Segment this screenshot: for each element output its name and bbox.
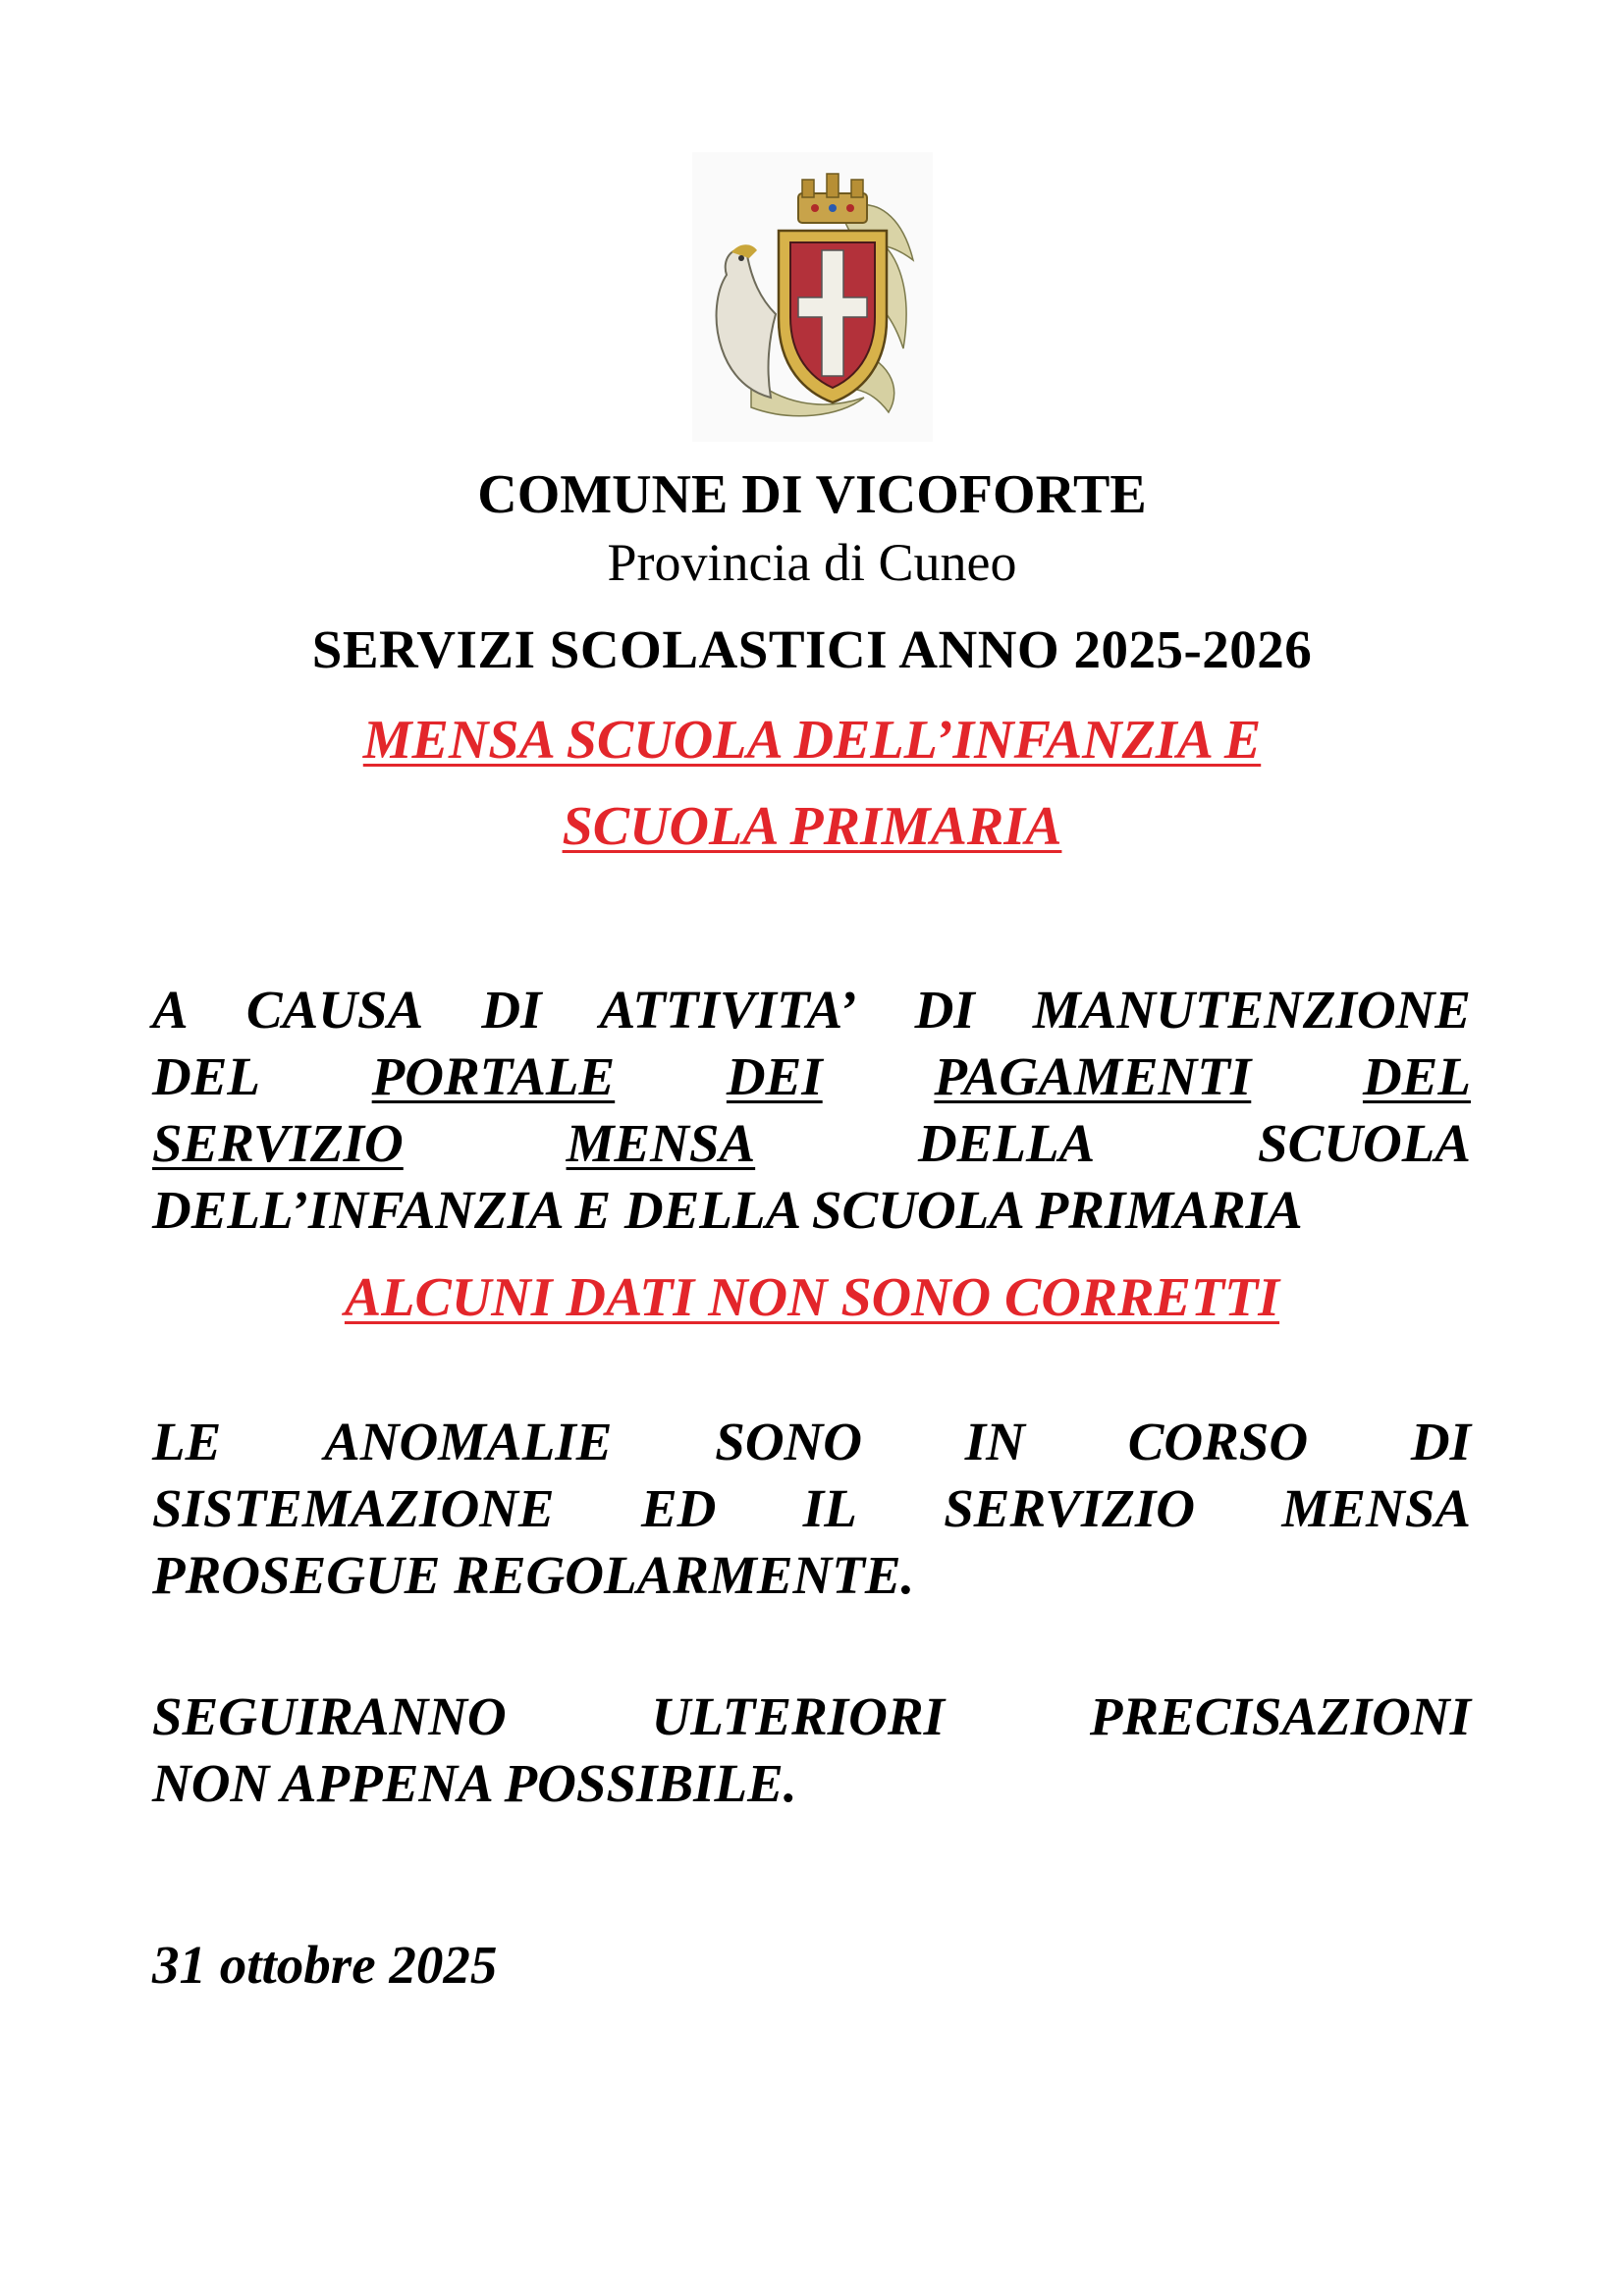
alert-text: ALCUNI DATI NON SONO CORRETTI: [344, 1267, 1280, 1328]
word: SISTEMAZIONE: [152, 1478, 555, 1538]
coat-of-arms-image: [692, 152, 933, 442]
underlined-word: DEI: [726, 1046, 823, 1106]
word: IN: [964, 1412, 1025, 1471]
paragraph-line: [152, 1110, 1471, 1177]
word: DELLA: [917, 1113, 1096, 1173]
paragraph-line: [152, 1683, 1471, 1750]
mensa-title-text-1: MENSA SCUOLA DELL’INFANZIA E: [362, 710, 1262, 771]
paragraph-line: [152, 1409, 1471, 1475]
word: DI: [481, 980, 542, 1040]
paragraph-last-line: PROSEGUE REGOLARMENTE.: [152, 1545, 915, 1605]
word: ED: [640, 1478, 717, 1538]
paragraph-last-line: NON APPENA POSSIBILE.: [152, 1753, 797, 1813]
word: IL: [802, 1478, 857, 1538]
paragraph-line: [152, 1542, 1471, 1609]
paragraph-line: [152, 1750, 1471, 1817]
word: SONO: [715, 1412, 862, 1471]
word: DEL: [152, 1046, 260, 1106]
maintenance-paragraph: [152, 977, 1471, 1244]
followup-paragraph: [152, 1683, 1471, 1817]
underlined-word: SERVIZIO: [152, 1113, 404, 1173]
paragraph-line: [152, 1043, 1471, 1110]
mensa-title-line-2: [0, 795, 1624, 858]
word: CORSO: [1127, 1412, 1309, 1471]
word: MANUTENZIONE: [1032, 980, 1471, 1040]
word: LE: [152, 1412, 222, 1471]
underlined-word: PAGAMENTI: [934, 1046, 1252, 1106]
word: MENSA: [1281, 1478, 1471, 1538]
paragraph-last-line: DELL’INFANZIA E DELLA SCUOLA PRIMARIA: [152, 1180, 1303, 1240]
word: ANOMALIE: [324, 1412, 613, 1471]
paragraph-line: [152, 977, 1471, 1043]
paragraph-line: [152, 1177, 1471, 1244]
word: ATTIVITA’: [599, 980, 857, 1040]
word: PRECISAZIONI: [1089, 1686, 1471, 1746]
coat-of-arms-logo: [692, 152, 933, 442]
anomalies-paragraph: [152, 1409, 1471, 1609]
word: SEGUIRANNO: [152, 1686, 507, 1746]
mensa-title-line-1: [0, 709, 1624, 772]
word: SCUOLA: [1258, 1113, 1471, 1173]
provincia-subtitle: Provincia di Cuneo: [607, 533, 1017, 592]
word: DI: [1410, 1412, 1471, 1471]
word: A: [152, 980, 189, 1040]
word: SERVIZIO: [944, 1478, 1195, 1538]
notice-date: 31 ottobre 2025: [152, 1935, 498, 1995]
word: CAUSA: [245, 980, 424, 1040]
underlined-word: DEL: [1362, 1046, 1471, 1106]
comune-title: COMUNE DI VICOFORTE: [477, 464, 1147, 525]
mensa-title-text-2: SCUOLA PRIMARIA: [562, 796, 1062, 857]
underlined-word: MENSA: [566, 1113, 756, 1173]
alert-line: [0, 1266, 1624, 1329]
word: DI: [914, 980, 975, 1040]
servizi-heading: SERVIZI SCOLASTICI ANNO 2025-2026: [311, 619, 1313, 679]
paragraph-line: [152, 1475, 1471, 1542]
underlined-word: PORTALE: [371, 1046, 616, 1106]
word: ULTERIORI: [651, 1686, 945, 1746]
